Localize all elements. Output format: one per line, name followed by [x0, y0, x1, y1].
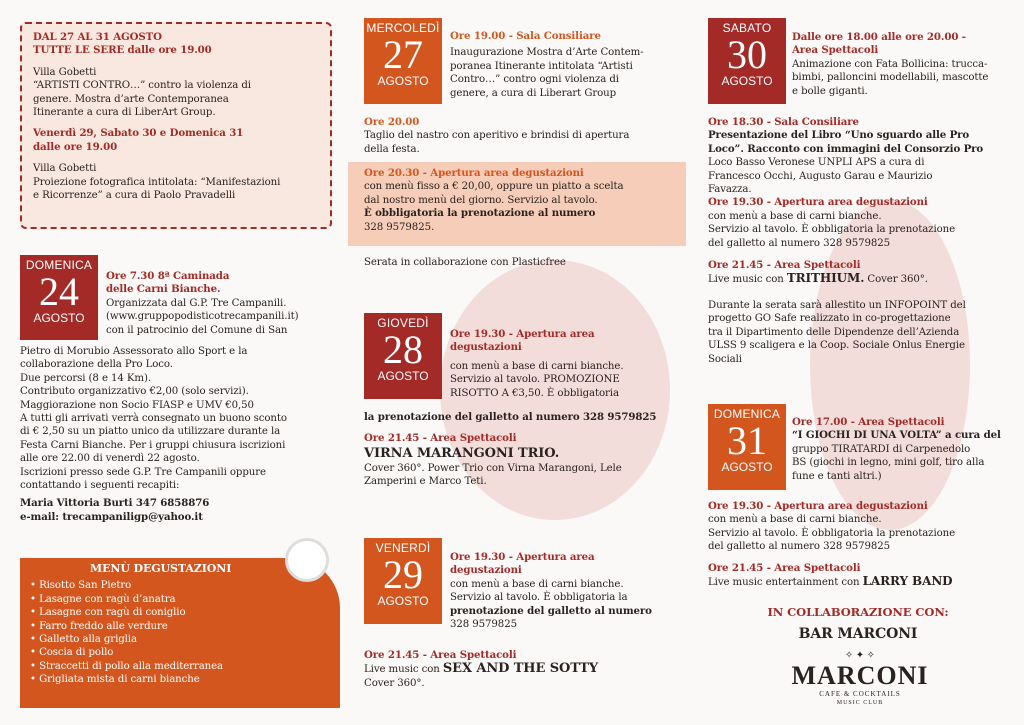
wed27-event2: Ore 20.00 Taglio del nastro con aperitivo e brindisi di apertura della festa. — [364, 116, 630, 155]
thu28-booking: la prenotazione del galletto al numero 328 9579825 Ore 21.45 - Area Spettacoli VIRNA MARANGONI TRIO. Cover 360°. Power Trio con Virna Marangoni, Lele Zamperini e Marco Teti. — [364, 411, 657, 488]
sun24-body: Pietro di Morubio Assessorato allo Sport e la collaborazione della Pro Loco. Due percorsi (8 e 14 Km). Contributo organizzativo €2,00 (solo servizi). Maggiorazione non Socio FIASP e UMV €0,50 A tutti gli arrivati verrà consegnato un buono sconto di € 2,50 su un piatto unico da utilizzare durante la Festa Carni Bianche. Per i gruppi chiusura iscrizioni alle ore 22.00 di venerdì 22 agosto. Iscrizioni presso sede G.P. Tre Campanili oppure contattando i seguenti recapiti: Maria Vittoria Burti 347 6858876 e-mail: trecampaniligp@yahoo.it — [20, 346, 287, 523]
wed27-event3: Ore 20.30 - Apertura area degustazioni con menù fisso a € 20,00, oppure un piatto a scelta dal nostro menù del giorno. Servizio al tavolo. È obbligatoria la prenotazione al numero 328 9579825. — [364, 167, 624, 233]
sun31-event2: Ore 19.30 - Apertura area degustazioni con menù a base di carni bianche. Servizio al tavolo. È obbligatoria la prenotazione del galletto al numero 328 9579825 Ore 21.45 - Area Spettacoli Live music entertainment con LARRY BAND — [708, 500, 956, 589]
bar-name: BAR MARCONI — [798, 626, 918, 642]
date-badge-28: GIOVEDÌ 28 AGOSTO — [364, 313, 442, 399]
sat30-event1: Dalle ore 18.00 alle ore 20.00 - Area Spettacoli Animazione con Fata Bollicina: trucca- bimbi, palloncini modellabili, mascotte e bolle giganti. — [792, 31, 989, 97]
collab-label: IN COLLABORAZIONE CON: — [767, 605, 949, 619]
date-badge-29: VENERDÌ 29 AGOSTO — [364, 538, 442, 624]
fri29-event2: Ore 21.45 - Area Spettacoli Live music con SEX AND THE SOTTY Cover 360°. — [364, 649, 599, 689]
intro-text: DAL 27 AL 31 AGOSTO TUTTE LE SERE dalle ore 19.00 Villa Gobetti “ARTISTI CONTRO…” contro la violenza di genere. Mostra d’arte Contemporanea Itinerante a cura di LiberArt Group. Venerdì 29, Sabato 30 e Domenica 31 dalle ore 19.00 Villa Gobetti Proiezione fotografica intitolata: “Manifestazioni e Ricorrenze” a cura di Paolo Pravadelli — [33, 31, 281, 202]
menu: MENÙ DEGUSTAZIONI • Risotto San Pietro • Lasagne con ragù d’anatra • Lasagne con ragù di coniglio • Farro freddo alle verdure • Galletto alla griglia • Coscia di pollo • Straccetti di pollo alla mediterranea • Grigliata mista di carni bianche — [30, 562, 232, 686]
date-badge-27: MERCOLEDÌ 27 AGOSTO — [364, 18, 442, 104]
wed27-event1: Ore 19.00 - Sala Consiliare Inaugurazione Mostra d’Arte Contem- poranea Itinerante intitolata “Artisti Contro…” contro ogni violenza di genere, a cura di Liberart Group — [450, 30, 644, 99]
sat30-event2: Ore 18.30 - Sala Consiliare Presentazione del Libro “Uno sguardo alle Pro Loco”. Racconto con immagini del Consorzio Pro Loco Basso Veronese UNPLI APS a cura di Francesco Occhi, Augusto Garau e Maurizio Favazza. Ore 19.30 - Apertura area degustazioni con menù a base di carni bianche. Servizio al tavolo. È obbligatoria la prenotazione del galletto al numero 328 9579825 Ore 21.45 - Area Spettacoli Live music con TRITHIUM. Cover 360°. Durante la serata sarà allestito un INFOPOINT del progetto GO Safe realizzato in co-progettazione tra il Dipartimento delle Dipendenze dell’Azienda ULSS 9 scaligera e la Coop. Sociale Onlus Energie Sociali — [708, 116, 984, 365]
date-badge-24: DOMENICA 24 AGOSTO — [20, 255, 98, 340]
marconi-logo: ✧ ✦ ✧ MARCONI CAFE & COCKTAILS MUSIC CLUB — [791, 650, 929, 706]
fri29-event1: Ore 19.30 - Apertura area degustazioni con menù a base di carni bianche. Servizio al tavolo. È obbligatoria la prenotazione del galletto al numero 328 9579825 — [450, 551, 652, 631]
sun31-event1: Ore 17.00 - Area Spettacoli “I GIOCHI DI UNA VOLTA” a cura del gruppo TIRATARDI di Carpenedolo BS (giochi in legno, mini golf, tiro alla fune e tanti altri.) — [792, 416, 1001, 482]
date-badge-31: DOMENICA 31 AGOSTO — [708, 404, 786, 490]
date-badge-30: SABATO 30 AGOSTO — [708, 18, 786, 104]
thu28-event1: Ore 19.30 - Apertura area degustazioni con menù a base di carni bianche. Servizio al tavolo. PROMOZIONE RISOTTO A €3,50. È obbligatoria — [450, 328, 624, 399]
wed27-note: Serata in collaborazione con Plasticfree — [364, 257, 566, 268]
sun24-header: Ore 7.30 8ª Caminada delle Carni Bianche. Organizzata dal G.P. Tre Campanili. (www.gruppopodisticotrecampanili.it) con il patrocinio del Comune di San — [106, 270, 299, 336]
